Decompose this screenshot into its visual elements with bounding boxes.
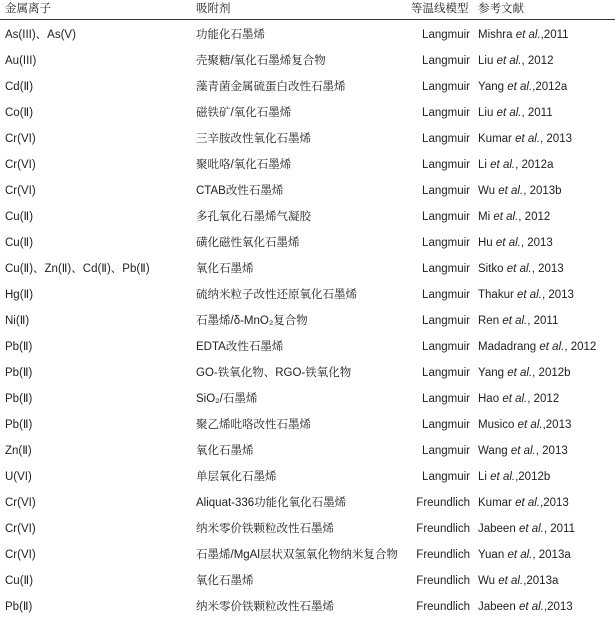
adsorbent-cell: 氧化石墨烯 [196, 575, 254, 587]
reference-author: Thakur [478, 289, 514, 301]
metal-ion-cell: Pb(Ⅱ) [5, 367, 33, 379]
metal-ion-cell: Cu(Ⅱ) [5, 211, 34, 223]
reference-etal: et al. [507, 549, 533, 561]
adsorbent-cell: 单层氧化石墨烯 [196, 471, 277, 483]
reference-author: Mishra [478, 29, 513, 41]
reference-cell [478, 594, 573, 620]
reference-author: Wu [478, 575, 496, 587]
reference-cell [478, 412, 571, 438]
reference-cell [478, 568, 558, 594]
reference-author: Yang [478, 367, 505, 379]
isotherm-model-cell: Langmuir [422, 29, 470, 41]
table-row [0, 48, 615, 74]
table-row [0, 360, 615, 386]
reference-cell [478, 386, 559, 412]
reference-etal: et al. [518, 601, 544, 613]
metal-ion-cell: U(VI) [5, 471, 32, 483]
adsorbent-cell: SiO₂/石墨烯 [196, 393, 258, 405]
isotherm-model-cell: Langmuir [422, 55, 470, 67]
reference-year: , 2012 [527, 393, 560, 405]
adsorbent-cell: 石墨烯/δ-MnO₂复合物 [196, 315, 308, 327]
adsorbent-cell: 壳聚糖/氧化石墨烯复合物 [196, 55, 326, 67]
reference-cell [478, 48, 553, 74]
reference-author: Kumar [478, 133, 512, 145]
reference-cell [478, 178, 562, 204]
metal-ion-cell: Pb(Ⅱ) [5, 419, 33, 431]
reference-etal: et al. [510, 445, 536, 457]
metal-ion-cell: Pb(Ⅱ) [5, 601, 33, 613]
reference-cell [478, 542, 571, 568]
adsorbent-cell: EDTA改性石墨烯 [196, 341, 284, 353]
isotherm-model-cell: Freundlich [416, 523, 470, 535]
table-row [0, 490, 615, 516]
reference-author: Li [478, 471, 487, 483]
adsorbent-cell: 三辛胺改性氧化石墨烯 [196, 133, 311, 145]
reference-year: ,2012a [532, 81, 568, 93]
reference-year: , 2012 [564, 341, 597, 353]
reference-author: Ren [478, 315, 500, 327]
header-model: 等温线模型 [411, 3, 469, 15]
reference-author: Jabeen [478, 601, 516, 613]
table-row [0, 204, 615, 230]
reference-etal: et al. [515, 497, 541, 509]
reference-year: , 2013 [535, 445, 568, 457]
isotherm-model-cell: Langmuir [422, 393, 470, 405]
reference-etal: et al. [495, 237, 521, 249]
reference-etal: et al. [507, 81, 533, 93]
reference-year: ,2013a [523, 575, 559, 587]
table-row [0, 308, 615, 334]
reference-etal: et al. [515, 29, 541, 41]
reference-author: Wu [478, 185, 496, 197]
reference-author: Li [478, 159, 487, 171]
reference-year: , 2013 [540, 133, 572, 145]
adsorbent-cell: GO-铁氧化物、RGO-铁氧化物 [196, 367, 352, 379]
reference-year: , 2012 [521, 55, 554, 67]
metal-ion-cell: Au(III) [5, 55, 37, 67]
reference-etal: et al. [498, 185, 524, 197]
adsorbent-cell: 石墨烯/MgAl层状双氢氧化物纳米复合物 [196, 549, 398, 561]
reference-author: Hao [478, 393, 500, 405]
reference-author: Sitko [478, 263, 504, 275]
isotherm-model-cell: Langmuir [422, 107, 470, 119]
adsorbent-cell: 纳米零价铁颗粒改性石墨烯 [196, 601, 334, 613]
reference-cell [478, 282, 574, 308]
adsorbent-cell: 藻青菌金属硫蛋白改性石墨烯 [196, 81, 346, 93]
adsorbent-cell: 纳米零价铁颗粒改性石墨烯 [196, 523, 334, 535]
metal-ion-cell: Zn(Ⅱ) [5, 445, 32, 457]
reference-author: Liu [478, 55, 494, 67]
metal-ion-cell: Cr(VI) [5, 549, 36, 561]
metal-ion-cell: Cu(Ⅱ)、Zn(Ⅱ)、Cd(Ⅱ)、Pb(Ⅱ) [5, 263, 150, 275]
table-row [0, 464, 615, 490]
isotherm-model-cell: Langmuir [422, 133, 470, 145]
metal-ion-cell: Cr(VI) [5, 497, 36, 509]
adsorbent-cell: Aliquat-336功能化氧化石墨烯 [196, 497, 347, 509]
adsorbent-cell: 磁铁矿/氧化石墨烯 [196, 107, 292, 119]
table-row [0, 74, 615, 100]
reference-etal: et al. [507, 367, 533, 379]
reference-author: Wang [478, 445, 508, 457]
isotherm-model-cell: Freundlich [416, 549, 470, 561]
reference-author: Kumar [478, 497, 512, 509]
header-adsorbent: 吸附剂 [196, 3, 231, 15]
reference-author: Madadrang [478, 341, 537, 353]
reference-year: , 2011 [521, 107, 553, 119]
reference-year: , 2013 [541, 289, 574, 301]
header-ion: 金属离子 [5, 3, 51, 15]
isotherm-model-cell: Langmuir [422, 263, 470, 275]
adsorbent-cell: 氧化石墨烯 [196, 263, 254, 275]
reference-cell [478, 204, 550, 230]
metal-ion-cell: Co(Ⅱ) [5, 107, 34, 119]
table-row [0, 542, 615, 568]
adsorbent-cell: CTAB改性石墨烯 [196, 185, 284, 197]
metal-ion-cell: Cd(Ⅱ) [5, 81, 34, 93]
table-row [0, 256, 615, 282]
metal-ion-cell: Cu(Ⅱ) [5, 237, 34, 249]
reference-year: , 2013b [523, 185, 562, 197]
metal-ion-cell: Cr(VI) [5, 185, 36, 197]
adsorbent-cell: 聚吡咯/氧化石墨烯 [196, 159, 292, 171]
reference-author: Jabeen [478, 523, 516, 535]
reference-author: Yang [478, 81, 505, 93]
metal-ion-cell: Cr(VI) [5, 523, 36, 535]
reference-year: ,2013 [542, 419, 572, 431]
table-row [0, 386, 615, 412]
reference-cell [478, 22, 569, 48]
reference-cell [478, 100, 553, 126]
reference-etal: et al. [502, 393, 528, 405]
reference-etal: et al. [502, 315, 528, 327]
reference-author: Mi [478, 211, 491, 223]
table-row [0, 516, 615, 542]
reference-etal: et al. [518, 523, 544, 535]
table-row [0, 568, 615, 594]
isotherm-model-cell: Langmuir [422, 367, 470, 379]
reference-cell [478, 308, 558, 334]
isotherm-model-cell: Langmuir [422, 419, 470, 431]
adsorbent-cell: 硫纳米粒子改性还原氧化石墨烯 [196, 289, 357, 301]
reference-etal: et al. [490, 159, 516, 171]
isotherm-model-cell: Freundlich [416, 575, 470, 587]
metal-ion-cell: As(III)、As(V) [5, 29, 76, 41]
reference-etal: et al. [496, 107, 522, 119]
reference-cell [478, 334, 596, 360]
reference-year: ,2011 [540, 29, 569, 41]
reference-year: , 2011 [543, 523, 575, 535]
reference-etal: et al. [515, 133, 541, 145]
reference-year: , 2012b [532, 367, 571, 379]
metal-ion-cell: Cr(VI) [5, 133, 36, 145]
isotherm-model-cell: Langmuir [422, 159, 470, 171]
reference-etal: et al. [496, 55, 522, 67]
isotherm-model-cell: Langmuir [422, 445, 470, 457]
reference-year: , 2013a [532, 549, 571, 561]
table-row [0, 438, 615, 464]
table-row [0, 126, 615, 152]
metal-ion-cell: Cr(VI) [5, 159, 36, 171]
reference-cell [478, 256, 564, 282]
header-rule [0, 19, 615, 20]
reference-year: ,2013 [543, 601, 573, 613]
table-row [0, 334, 615, 360]
reference-cell [478, 438, 568, 464]
isotherm-model-cell: Langmuir [422, 185, 470, 197]
reference-etal: et al. [539, 341, 565, 353]
metal-ion-cell: Ni(Ⅱ) [5, 315, 30, 327]
adsorbent-cell: 氧化石墨烯 [196, 445, 254, 457]
table-row [0, 22, 615, 48]
isotherm-model-cell: Langmuir [422, 81, 470, 93]
reference-etal: et al. [498, 575, 524, 587]
adsorbent-cell: 聚乙烯吡咯改性石墨烯 [196, 419, 311, 431]
isotherm-model-cell: Freundlich [416, 497, 470, 509]
reference-etal: et al. [506, 263, 532, 275]
metal-ion-cell: Pb(Ⅱ) [5, 341, 33, 353]
reference-year: , 2012 [518, 211, 551, 223]
reference-cell [478, 230, 553, 256]
isotherm-model-cell: Langmuir [422, 237, 470, 249]
table-row [0, 100, 615, 126]
table-row [0, 282, 615, 308]
reference-author: Yuan [478, 549, 505, 561]
table-row [0, 178, 615, 204]
reference-cell [478, 360, 571, 386]
reference-etal: et al. [493, 211, 519, 223]
reference-etal: et al. [517, 289, 542, 301]
reference-cell [478, 490, 569, 516]
isotherm-model-cell: Langmuir [422, 341, 470, 353]
reference-cell [478, 464, 550, 490]
isotherm-model-cell: Langmuir [422, 315, 470, 327]
isotherm-model-cell: Langmuir [422, 471, 470, 483]
metal-ion-cell: Hg(Ⅱ) [5, 289, 34, 301]
reference-year: , 2013 [520, 237, 553, 249]
reference-etal: et al. [517, 419, 543, 431]
isotherm-model-cell: Langmuir [422, 289, 470, 301]
adsorbent-cell: 多孔氧化石墨烯气凝胶 [196, 211, 311, 223]
reference-year: , 2013 [531, 263, 564, 275]
reference-year: ,2012b [515, 471, 551, 483]
table-row [0, 594, 615, 620]
reference-author: Musico [478, 419, 515, 431]
header-reference: 参考文献 [478, 3, 524, 15]
reference-year: , 2012a [515, 159, 554, 171]
reference-cell [478, 516, 575, 542]
metal-ion-cell: Pb(Ⅱ) [5, 393, 33, 405]
table-row [0, 412, 615, 438]
reference-author: Hu [478, 237, 493, 249]
table-row [0, 230, 615, 256]
reference-year: , 2011 [527, 315, 559, 327]
reference-cell [478, 152, 553, 178]
reference-cell [478, 74, 567, 100]
adsorbent-cell: 磺化磁性氧化石墨烯 [196, 237, 300, 249]
reference-cell [478, 126, 572, 152]
reference-author: Liu [478, 107, 494, 119]
reference-year: ,2013 [540, 497, 569, 509]
isotherm-model-cell: Langmuir [422, 211, 470, 223]
isotherm-model-cell: Freundlich [416, 601, 470, 613]
adsorbent-cell: 功能化石墨烯 [196, 29, 265, 41]
table-row [0, 152, 615, 178]
metal-ion-cell: Cu(Ⅱ) [5, 575, 34, 587]
reference-etal: et al. [490, 471, 516, 483]
